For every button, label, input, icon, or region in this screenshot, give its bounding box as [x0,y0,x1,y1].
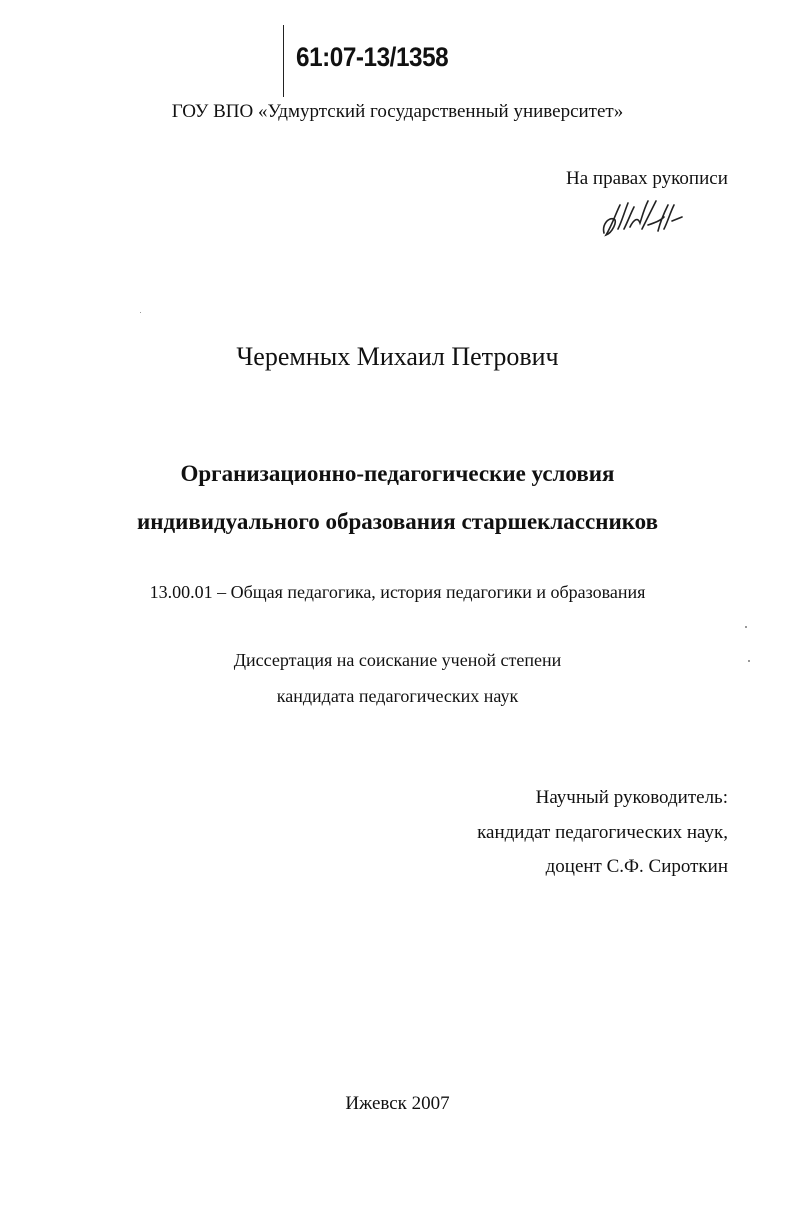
dissertation-title-line-2: индивидуального образования старшеклассников [136,509,659,534]
supervisor-name: доцент С.Ф. Сироткин [545,856,728,877]
supervisor-label: Научный руководитель: [535,787,728,808]
archive-stamp-code: 61:07-13/1358 [296,42,449,72]
supervisor-degree: кандидат педагогических наук, [477,822,728,843]
degree-line-1: Диссертация на соискание ученой степени [233,650,562,670]
author-name: Черемных Михаил Петрович [236,342,559,371]
degree-line-2: кандидата педагогических наук [276,686,519,706]
university-name: ГОУ ВПО «Удмуртский государственный университет» [171,101,624,122]
stamp-divider [283,25,284,97]
specialty-code: 13.00.01 – Общая педагогика, история педагогики и образования [149,582,646,602]
scan-speck [140,312,141,313]
manuscript-rights-label: На правах рукописи [566,168,728,189]
scan-speck [748,660,750,662]
dissertation-title-line-1: Организационно-педагогические условия [180,461,615,486]
handwritten-signature-icon [598,195,688,243]
city-year: Ижевск 2007 [345,1093,450,1114]
scan-speck [745,626,747,628]
